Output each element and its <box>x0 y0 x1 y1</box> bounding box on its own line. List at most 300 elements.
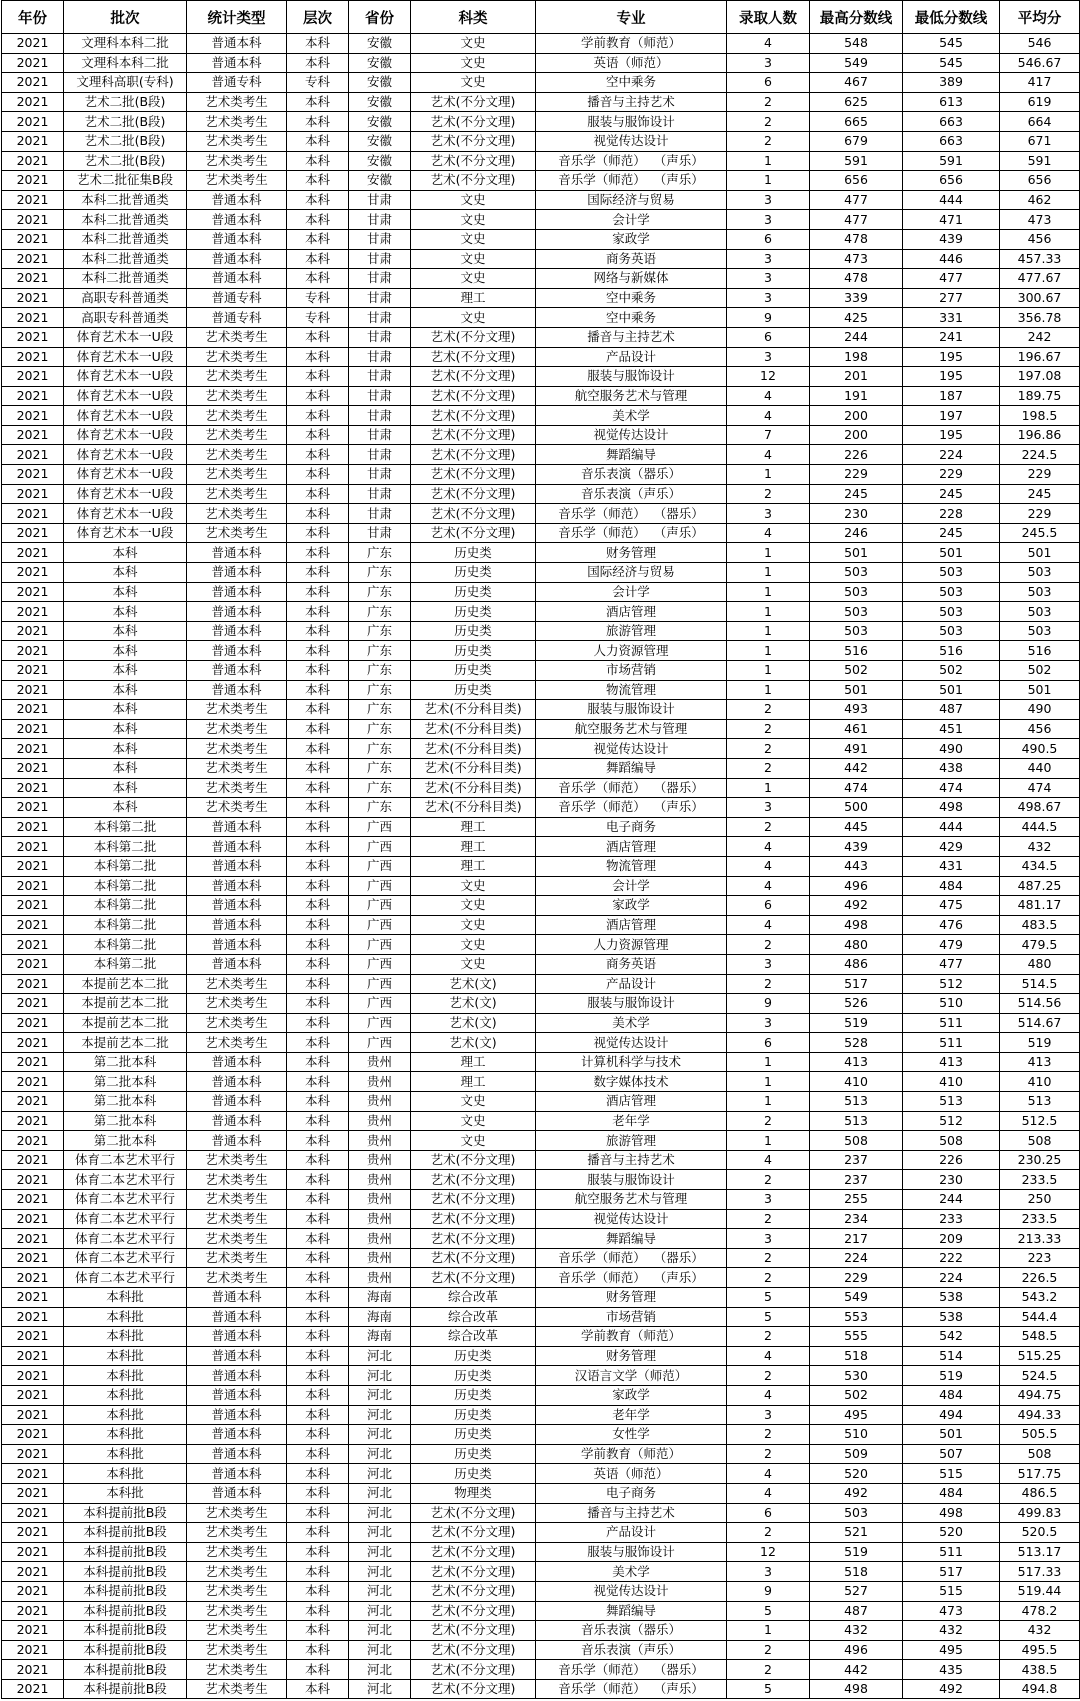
cell-year: 2021 <box>2 739 64 759</box>
cell-level: 本科 <box>287 327 349 347</box>
cell-batch: 本科批 <box>64 1405 187 1425</box>
cell-max-score: 510 <box>810 1425 903 1445</box>
cell-min-score: 503 <box>903 582 1000 602</box>
cell-province: 安徽 <box>349 34 411 54</box>
cell-avg-score: 300.67 <box>1000 288 1080 308</box>
cell-admitted-count: 5 <box>727 1601 810 1621</box>
cell-admitted-count: 2 <box>727 1366 810 1386</box>
cell-major: 视觉传达设计 <box>536 1581 727 1601</box>
cell-batch: 体育二本艺术平行 <box>64 1150 187 1170</box>
cell-subject: 艺术(文) <box>411 1013 536 1033</box>
cell-province: 贵州 <box>349 1052 411 1072</box>
cell-admitted-count: 2 <box>727 758 810 778</box>
cell-batch: 本科 <box>64 563 187 583</box>
cell-level: 本科 <box>287 1052 349 1072</box>
cell-subject: 艺术(不分文理) <box>411 1170 536 1190</box>
cell-avg-score: 543.2 <box>1000 1288 1080 1308</box>
cell-stat-type: 普通专科 <box>187 73 287 93</box>
table-row <box>2 425 1080 445</box>
cell-min-score: 511 <box>903 1013 1000 1033</box>
cell-major: 会计学 <box>536 876 727 896</box>
cell-min-score: 508 <box>903 1131 1000 1151</box>
cell-max-score: 553 <box>810 1307 903 1327</box>
cell-min-score: 501 <box>903 543 1000 563</box>
cell-stat-type: 艺术类考生 <box>187 974 287 994</box>
cell-level: 本科 <box>287 112 349 132</box>
table-row <box>2 73 1080 93</box>
cell-major: 汉语言文学（师范） <box>536 1366 727 1386</box>
cell-max-score: 517 <box>810 974 903 994</box>
cell-min-score: 503 <box>903 602 1000 622</box>
cell-year: 2021 <box>2 621 64 641</box>
cell-max-score: 467 <box>810 73 903 93</box>
cell-subject: 艺术(不分文理) <box>411 367 536 387</box>
cell-admitted-count: 1 <box>727 621 810 641</box>
cell-max-score: 501 <box>810 680 903 700</box>
cell-year: 2021 <box>2 1072 64 1092</box>
cell-year: 2021 <box>2 1327 64 1347</box>
table-row <box>2 739 1080 759</box>
cell-admitted-count: 9 <box>727 1581 810 1601</box>
cell-min-score: 484 <box>903 1483 1000 1503</box>
cell-batch: 本科第二批 <box>64 896 187 916</box>
cell-max-score: 549 <box>810 53 903 73</box>
table-row <box>2 1385 1080 1405</box>
cell-admitted-count: 1 <box>727 1072 810 1092</box>
cell-admitted-count: 2 <box>727 817 810 837</box>
cell-subject: 理工 <box>411 817 536 837</box>
cell-avg-score: 508 <box>1000 1131 1080 1151</box>
cell-batch: 本提前艺本二批 <box>64 1013 187 1033</box>
cell-batch: 本科第二批 <box>64 856 187 876</box>
cell-province: 甘肃 <box>349 210 411 230</box>
cell-major: 物流管理 <box>536 856 727 876</box>
cell-year: 2021 <box>2 680 64 700</box>
cell-subject: 历史类 <box>411 1346 536 1366</box>
cell-admitted-count: 6 <box>727 896 810 916</box>
cell-avg-score: 495.5 <box>1000 1640 1080 1660</box>
cell-batch: 本科提前批B段 <box>64 1679 187 1699</box>
cell-admitted-count: 5 <box>727 1307 810 1327</box>
cell-max-score: 413 <box>810 1052 903 1072</box>
cell-subject: 文史 <box>411 190 536 210</box>
cell-province: 河北 <box>349 1366 411 1386</box>
cell-major: 英语（师范） <box>536 53 727 73</box>
cell-province: 广东 <box>349 563 411 583</box>
cell-stat-type: 普通本科 <box>187 1288 287 1308</box>
cell-min-score: 413 <box>903 1052 1000 1072</box>
cell-max-score: 461 <box>810 719 903 739</box>
cell-admitted-count: 1 <box>727 151 810 171</box>
cell-province: 甘肃 <box>349 288 411 308</box>
cell-stat-type: 艺术类考生 <box>187 523 287 543</box>
cell-max-score: 526 <box>810 994 903 1014</box>
cell-year: 2021 <box>2 1464 64 1484</box>
cell-max-score: 226 <box>810 445 903 465</box>
cell-stat-type: 普通本科 <box>187 1346 287 1366</box>
cell-subject: 艺术(不分文理) <box>411 504 536 524</box>
cell-stat-type: 艺术类考生 <box>187 778 287 798</box>
cell-admitted-count: 4 <box>727 1483 810 1503</box>
cell-year: 2021 <box>2 798 64 818</box>
cell-admitted-count: 2 <box>727 700 810 720</box>
cell-min-score: 474 <box>903 778 1000 798</box>
cell-major: 航空服务艺术与管理 <box>536 386 727 406</box>
cell-admitted-count: 4 <box>727 1346 810 1366</box>
cell-max-score: 201 <box>810 367 903 387</box>
cell-major: 家政学 <box>536 229 727 249</box>
cell-major: 财务管理 <box>536 543 727 563</box>
cell-min-score: 517 <box>903 1562 1000 1582</box>
cell-level: 本科 <box>287 1405 349 1425</box>
cell-province: 海南 <box>349 1307 411 1327</box>
cell-stat-type: 艺术类考生 <box>187 739 287 759</box>
cell-province: 甘肃 <box>349 327 411 347</box>
cell-year: 2021 <box>2 92 64 112</box>
cell-max-score: 480 <box>810 935 903 955</box>
cell-min-score: 197 <box>903 406 1000 426</box>
cell-avg-score: 494.33 <box>1000 1405 1080 1425</box>
column-header-avg-score: 平均分 <box>1000 1 1080 34</box>
cell-subject: 艺术(不分科目类) <box>411 719 536 739</box>
cell-avg-score: 517.75 <box>1000 1464 1080 1484</box>
cell-admitted-count: 3 <box>727 1405 810 1425</box>
table-row <box>2 1464 1080 1484</box>
cell-year: 2021 <box>2 523 64 543</box>
cell-major: 会计学 <box>536 582 727 602</box>
cell-admitted-count: 3 <box>727 1562 810 1582</box>
cell-batch: 本科提前批B段 <box>64 1523 187 1543</box>
cell-year: 2021 <box>2 1621 64 1641</box>
cell-province: 广东 <box>349 582 411 602</box>
table-row <box>2 1621 1080 1641</box>
cell-max-score: 495 <box>810 1405 903 1425</box>
cell-level: 本科 <box>287 817 349 837</box>
cell-avg-score: 438.5 <box>1000 1660 1080 1680</box>
cell-max-score: 555 <box>810 1327 903 1347</box>
cell-subject: 艺术(不分文理) <box>411 1660 536 1680</box>
cell-admitted-count: 2 <box>727 739 810 759</box>
cell-avg-score: 478.2 <box>1000 1601 1080 1621</box>
cell-batch: 本科提前批B段 <box>64 1503 187 1523</box>
table-row <box>2 1033 1080 1053</box>
cell-admitted-count: 4 <box>727 386 810 406</box>
cell-province: 广东 <box>349 621 411 641</box>
cell-province: 甘肃 <box>349 249 411 269</box>
table-row <box>2 563 1080 583</box>
cell-subject: 艺术(不分科目类) <box>411 700 536 720</box>
cell-subject: 历史类 <box>411 1464 536 1484</box>
cell-batch: 体育艺术本一U段 <box>64 504 187 524</box>
cell-subject: 艺术(不分文理) <box>411 112 536 132</box>
cell-batch: 本提前艺本二批 <box>64 974 187 994</box>
cell-major: 空中乘务 <box>536 288 727 308</box>
cell-batch: 体育二本艺术平行 <box>64 1248 187 1268</box>
cell-avg-score: 410 <box>1000 1072 1080 1092</box>
table-body <box>2 34 1080 1699</box>
table-row <box>2 131 1080 151</box>
cell-stat-type: 普通本科 <box>187 34 287 54</box>
cell-min-score: 241 <box>903 327 1000 347</box>
cell-stat-type: 普通本科 <box>187 896 287 916</box>
cell-level: 本科 <box>287 1248 349 1268</box>
cell-province: 贵州 <box>349 1190 411 1210</box>
cell-major: 美术学 <box>536 1013 727 1033</box>
cell-subject: 艺术(不分科目类) <box>411 739 536 759</box>
cell-level: 本科 <box>287 1190 349 1210</box>
cell-max-score: 234 <box>810 1209 903 1229</box>
cell-batch: 本科批 <box>64 1346 187 1366</box>
cell-batch: 本科第二批 <box>64 837 187 857</box>
cell-avg-score: 498.67 <box>1000 798 1080 818</box>
cell-major: 音乐学（师范） （声乐） <box>536 151 727 171</box>
cell-level: 本科 <box>287 1307 349 1327</box>
cell-admitted-count: 2 <box>727 1425 810 1445</box>
cell-year: 2021 <box>2 1229 64 1249</box>
cell-subject: 历史类 <box>411 1405 536 1425</box>
cell-stat-type: 艺术类考生 <box>187 1601 287 1621</box>
cell-min-score: 444 <box>903 817 1000 837</box>
cell-province: 河北 <box>349 1679 411 1699</box>
cell-major: 财务管理 <box>536 1346 727 1366</box>
cell-province: 安徽 <box>349 73 411 93</box>
cell-max-score: 478 <box>810 269 903 289</box>
cell-major: 酒店管理 <box>536 837 727 857</box>
cell-subject: 艺术(不分文理) <box>411 1190 536 1210</box>
table-row <box>2 92 1080 112</box>
cell-subject: 历史类 <box>411 563 536 583</box>
cell-subject: 历史类 <box>411 1366 536 1386</box>
cell-admitted-count: 3 <box>727 798 810 818</box>
cell-avg-score: 515.25 <box>1000 1346 1080 1366</box>
table-row <box>2 798 1080 818</box>
cell-batch: 本科二批普通类 <box>64 249 187 269</box>
cell-avg-score: 480 <box>1000 954 1080 974</box>
cell-batch: 本提前艺本二批 <box>64 1033 187 1053</box>
cell-stat-type: 普通本科 <box>187 1092 287 1112</box>
cell-stat-type: 艺术类考生 <box>187 504 287 524</box>
cell-level: 本科 <box>287 1111 349 1131</box>
cell-avg-score: 223 <box>1000 1248 1080 1268</box>
cell-min-score: 224 <box>903 1268 1000 1288</box>
cell-stat-type: 艺术类考生 <box>187 406 287 426</box>
cell-major: 音乐表演（器乐） <box>536 465 727 485</box>
cell-province: 广东 <box>349 602 411 622</box>
cell-stat-type: 普通本科 <box>187 661 287 681</box>
cell-year: 2021 <box>2 367 64 387</box>
cell-major: 市场营销 <box>536 1307 727 1327</box>
cell-subject: 艺术(不分文理) <box>411 386 536 406</box>
table-row <box>2 602 1080 622</box>
cell-stat-type: 艺术类考生 <box>187 112 287 132</box>
cell-min-score: 439 <box>903 229 1000 249</box>
cell-level: 本科 <box>287 131 349 151</box>
cell-min-score: 515 <box>903 1581 1000 1601</box>
table-row <box>2 1131 1080 1151</box>
cell-subject: 艺术(不分文理) <box>411 1581 536 1601</box>
cell-max-score: 486 <box>810 954 903 974</box>
cell-province: 甘肃 <box>349 523 411 543</box>
cell-level: 本科 <box>287 954 349 974</box>
cell-avg-score: 477.67 <box>1000 269 1080 289</box>
cell-admitted-count: 3 <box>727 1229 810 1249</box>
cell-avg-score: 457.33 <box>1000 249 1080 269</box>
cell-year: 2021 <box>2 700 64 720</box>
cell-year: 2021 <box>2 308 64 328</box>
cell-batch: 艺术二批(B段) <box>64 112 187 132</box>
cell-max-score: 591 <box>810 151 903 171</box>
cell-min-score: 230 <box>903 1170 1000 1190</box>
cell-batch: 体育艺术本一U段 <box>64 386 187 406</box>
table-row <box>2 837 1080 857</box>
cell-stat-type: 艺术类考生 <box>187 92 287 112</box>
cell-admitted-count: 2 <box>727 484 810 504</box>
cell-batch: 体育艺术本一U段 <box>64 327 187 347</box>
cell-level: 本科 <box>287 269 349 289</box>
cell-year: 2021 <box>2 1581 64 1601</box>
cell-stat-type: 普通本科 <box>187 954 287 974</box>
cell-min-score: 516 <box>903 641 1000 661</box>
cell-subject: 历史类 <box>411 543 536 563</box>
table-row <box>2 308 1080 328</box>
cell-batch: 本科 <box>64 621 187 641</box>
cell-min-score: 195 <box>903 367 1000 387</box>
table-row <box>2 53 1080 73</box>
cell-province: 甘肃 <box>349 190 411 210</box>
cell-major: 物流管理 <box>536 680 727 700</box>
table-row <box>2 1542 1080 1562</box>
cell-min-score: 512 <box>903 1111 1000 1131</box>
cell-avg-score: 520.5 <box>1000 1523 1080 1543</box>
cell-batch: 高职专科普通类 <box>64 288 187 308</box>
cell-major: 酒店管理 <box>536 602 727 622</box>
cell-max-score: 443 <box>810 856 903 876</box>
cell-max-score: 520 <box>810 1464 903 1484</box>
table-row <box>2 1425 1080 1445</box>
column-header-stat-type: 统计类型 <box>187 1 287 34</box>
cell-batch: 本科 <box>64 719 187 739</box>
cell-min-score: 195 <box>903 425 1000 445</box>
cell-major: 家政学 <box>536 1385 727 1405</box>
cell-max-score: 528 <box>810 1033 903 1053</box>
cell-min-score: 545 <box>903 34 1000 54</box>
cell-subject: 文史 <box>411 308 536 328</box>
column-header-province: 省份 <box>349 1 411 34</box>
cell-level: 本科 <box>287 386 349 406</box>
cell-admitted-count: 9 <box>727 308 810 328</box>
cell-max-score: 496 <box>810 1640 903 1660</box>
cell-batch: 本科批 <box>64 1327 187 1347</box>
cell-stat-type: 普通本科 <box>187 935 287 955</box>
cell-stat-type: 普通本科 <box>187 817 287 837</box>
cell-subject: 历史类 <box>411 621 536 641</box>
cell-avg-score: 503 <box>1000 621 1080 641</box>
cell-level: 本科 <box>287 1288 349 1308</box>
cell-year: 2021 <box>2 386 64 406</box>
cell-admitted-count: 1 <box>727 1621 810 1641</box>
cell-avg-score: 519.44 <box>1000 1581 1080 1601</box>
cell-province: 河北 <box>349 1483 411 1503</box>
cell-avg-score: 494.8 <box>1000 1679 1080 1699</box>
cell-stat-type: 艺术类考生 <box>187 1248 287 1268</box>
cell-max-score: 492 <box>810 1483 903 1503</box>
cell-batch: 本科提前批B段 <box>64 1621 187 1641</box>
cell-major: 服装与服饰设计 <box>536 1170 727 1190</box>
cell-province: 安徽 <box>349 171 411 191</box>
cell-major: 视觉传达设计 <box>536 1033 727 1053</box>
table-header-row <box>2 1 1080 34</box>
cell-stat-type: 艺术类考生 <box>187 1621 287 1641</box>
cell-subject: 艺术(文) <box>411 994 536 1014</box>
cell-min-score: 331 <box>903 308 1000 328</box>
cell-min-score: 222 <box>903 1248 1000 1268</box>
cell-year: 2021 <box>2 53 64 73</box>
cell-major: 国际经济与贸易 <box>536 563 727 583</box>
cell-major: 音乐学（师范） （声乐） <box>536 171 727 191</box>
cell-major: 旅游管理 <box>536 1131 727 1151</box>
cell-province: 广西 <box>349 817 411 837</box>
cell-stat-type: 普通本科 <box>187 1483 287 1503</box>
cell-major: 服装与服饰设计 <box>536 1542 727 1562</box>
cell-level: 本科 <box>287 778 349 798</box>
cell-batch: 体育二本艺术平行 <box>64 1209 187 1229</box>
cell-province: 贵州 <box>349 1268 411 1288</box>
table-row <box>2 1013 1080 1033</box>
cell-stat-type: 艺术类考生 <box>187 1660 287 1680</box>
cell-stat-type: 普通本科 <box>187 602 287 622</box>
cell-level: 本科 <box>287 210 349 230</box>
cell-province: 甘肃 <box>349 308 411 328</box>
cell-avg-score: 501 <box>1000 543 1080 563</box>
cell-avg-score: 189.75 <box>1000 386 1080 406</box>
cell-subject: 文史 <box>411 34 536 54</box>
cell-subject: 文史 <box>411 876 536 896</box>
cell-year: 2021 <box>2 641 64 661</box>
cell-avg-score: 514.56 <box>1000 994 1080 1014</box>
cell-avg-score: 546 <box>1000 34 1080 54</box>
cell-year: 2021 <box>2 269 64 289</box>
cell-subject: 历史类 <box>411 1385 536 1405</box>
cell-batch: 本科提前批B段 <box>64 1542 187 1562</box>
table-row <box>2 935 1080 955</box>
cell-year: 2021 <box>2 151 64 171</box>
cell-admitted-count: 2 <box>727 1111 810 1131</box>
cell-batch: 艺术二批(B段) <box>64 151 187 171</box>
cell-avg-score: 432 <box>1000 1621 1080 1641</box>
cell-batch: 本科批 <box>64 1385 187 1405</box>
cell-subject: 艺术(不分文理) <box>411 171 536 191</box>
cell-max-score: 503 <box>810 621 903 641</box>
cell-max-score: 625 <box>810 92 903 112</box>
cell-min-score: 245 <box>903 523 1000 543</box>
cell-min-score: 507 <box>903 1444 1000 1464</box>
cell-batch: 本科提前批B段 <box>64 1581 187 1601</box>
cell-stat-type: 艺术类考生 <box>187 425 287 445</box>
cell-province: 甘肃 <box>349 229 411 249</box>
cell-admitted-count: 1 <box>727 602 810 622</box>
cell-avg-score: 456 <box>1000 229 1080 249</box>
table-row <box>2 1052 1080 1072</box>
cell-level: 本科 <box>287 1601 349 1621</box>
cell-max-score: 432 <box>810 1621 903 1641</box>
cell-province: 甘肃 <box>349 386 411 406</box>
cell-subject: 历史类 <box>411 641 536 661</box>
cell-max-score: 498 <box>810 915 903 935</box>
cell-major: 音乐学（师范） （声乐） <box>536 798 727 818</box>
cell-province: 广西 <box>349 974 411 994</box>
cell-year: 2021 <box>2 1523 64 1543</box>
cell-year: 2021 <box>2 73 64 93</box>
